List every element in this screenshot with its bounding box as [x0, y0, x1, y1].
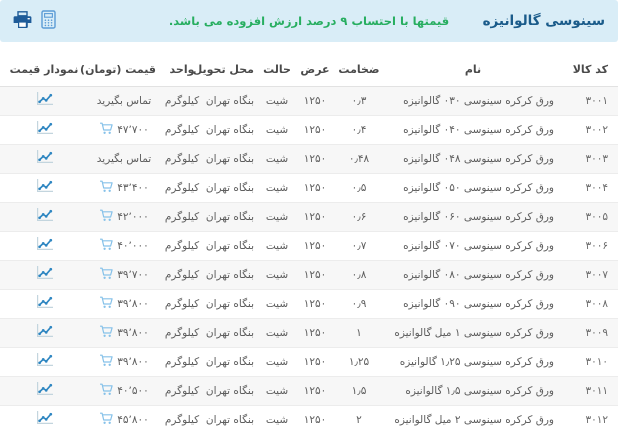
- width-value: ۱۲۵۰: [303, 384, 327, 397]
- thickness-value: ۰٫۷: [351, 239, 367, 252]
- price-value: ۴۳٬۴۰۰: [117, 181, 149, 194]
- price-chart-icon[interactable]: [36, 324, 53, 338]
- price-value: ۳۹٬۸۰۰: [117, 355, 149, 368]
- price-chart-icon[interactable]: [36, 121, 53, 135]
- product-name: ورق کرکره سینوسی ۰۸۰ گالوانیزه: [403, 268, 554, 281]
- delivery-value: بنگاه تهران: [205, 181, 254, 194]
- table-body: [0, 86, 618, 434]
- delivery-value: بنگاه تهران: [205, 384, 254, 397]
- price-cell: [88, 347, 160, 376]
- product-code: ۳۰۱۱: [585, 384, 608, 397]
- chart-cell: [0, 115, 88, 144]
- width-value: ۱۲۵۰: [303, 123, 327, 136]
- width-value: ۱۲۵۰: [303, 355, 327, 368]
- product-code: ۳۰۰۷: [585, 268, 608, 281]
- state-value: شیت: [265, 326, 289, 339]
- unit-value: کیلوگرم: [164, 94, 200, 107]
- unit-value: کیلوگرم: [164, 181, 200, 194]
- product-name: ورق کرکره سینوسی ۰۹۰ گالوانیزه: [403, 297, 554, 310]
- price-cell: [88, 231, 160, 260]
- table-row: [0, 347, 618, 376]
- delivery-value: بنگاه تهران: [205, 326, 254, 339]
- price-cell: [88, 144, 160, 173]
- chart-cell: [0, 405, 88, 434]
- delivery-value: بنگاه تهران: [205, 413, 254, 426]
- cart-icon[interactable]: [99, 383, 113, 399]
- delivery-value: بنگاه تهران: [205, 210, 254, 223]
- calculator-button[interactable]: [41, 10, 56, 32]
- table-row: [0, 231, 618, 260]
- price-cell: [88, 202, 160, 231]
- width-value: ۱۲۵۰: [303, 297, 327, 310]
- product-code: ۳۰۰۲: [585, 123, 608, 136]
- thickness-value: ۰٫۳: [351, 94, 367, 107]
- header-width: عرض: [296, 42, 334, 86]
- chart-cell: [0, 173, 88, 202]
- cart-icon[interactable]: [99, 238, 113, 254]
- product-name: ورق کرکره سینوسی ۰۵۰ گالوانیزه: [403, 181, 554, 194]
- price-value: تماس بگیرید: [96, 152, 152, 165]
- cart-icon[interactable]: [99, 267, 113, 283]
- state-value: شیت: [265, 297, 289, 310]
- header-unit: واحد: [160, 42, 204, 86]
- width-value: ۱۲۵۰: [303, 239, 327, 252]
- price-chart-icon[interactable]: [36, 353, 53, 367]
- chart-cell: [0, 289, 88, 318]
- width-value: ۱۲۵۰: [303, 210, 327, 223]
- width-value: ۱۲۵۰: [303, 152, 327, 165]
- thickness-value: ۱٫۲۵: [348, 355, 370, 368]
- price-cell: [88, 260, 160, 289]
- thickness-value: ۰٫۵: [351, 181, 367, 194]
- header-state: حالت: [258, 42, 296, 86]
- price-cell: [88, 173, 160, 202]
- table-row: [0, 173, 618, 202]
- price-value: ۴۲٬۰۰۰: [117, 210, 149, 223]
- product-name: ورق کرکره سینوسی ۱٫۵ گالوانیزه: [405, 384, 554, 397]
- product-name: ورق کرکره سینوسی ۲ میل گالوانیزه: [394, 413, 554, 426]
- price-chart-icon[interactable]: [36, 382, 53, 396]
- table-header-row: [0, 42, 618, 86]
- calculator-icon: [41, 10, 56, 32]
- state-value: شیت: [265, 181, 289, 194]
- price-chart-icon[interactable]: [36, 295, 53, 309]
- table-row: [0, 405, 618, 434]
- delivery-value: بنگاه تهران: [205, 239, 254, 252]
- unit-value: کیلوگرم: [164, 268, 200, 281]
- table-row: [0, 202, 618, 231]
- unit-value: کیلوگرم: [164, 413, 200, 426]
- product-name: ورق کرکره سینوسی ۰۶۰ گالوانیزه: [403, 210, 554, 223]
- chart-cell: [0, 86, 88, 115]
- chart-cell: [0, 318, 88, 347]
- unit-value: کیلوگرم: [164, 210, 200, 223]
- cart-icon[interactable]: [99, 122, 113, 138]
- price-value: ۴۷٬۷۰۰: [117, 123, 149, 136]
- table-row: [0, 144, 618, 173]
- cart-icon[interactable]: [99, 412, 113, 428]
- header-thickness: ضخامت: [334, 42, 384, 86]
- cart-icon[interactable]: [99, 296, 113, 312]
- table-row: [0, 289, 618, 318]
- chart-cell: [0, 144, 88, 173]
- product-name: ورق کرکره سینوسی ۱٫۲۵ گالوانیزه: [399, 355, 554, 368]
- price-value: ۳۹٬۸۰۰: [117, 326, 149, 339]
- price-value: تماس بگیرید: [96, 94, 152, 107]
- unit-value: کیلوگرم: [164, 384, 200, 397]
- product-name: ورق کرکره سینوسی ۱ میل گالوانیزه: [394, 326, 554, 339]
- thickness-value: ۰٫۶: [351, 210, 367, 223]
- state-value: شیت: [265, 384, 289, 397]
- price-chart-icon[interactable]: [36, 150, 53, 164]
- chart-cell: [0, 231, 88, 260]
- table-row: [0, 260, 618, 289]
- price-cell: [88, 405, 160, 434]
- cart-icon[interactable]: [99, 325, 113, 341]
- table-row: [0, 115, 618, 144]
- chart-cell: [0, 202, 88, 231]
- product-name: ورق کرکره سینوسی ۰۷۰ گالوانیزه: [403, 239, 554, 252]
- cart-icon[interactable]: [99, 209, 113, 225]
- delivery-value: بنگاه تهران: [205, 94, 254, 107]
- price-cell: [88, 289, 160, 318]
- cart-icon[interactable]: [99, 180, 113, 196]
- table-row: [0, 86, 618, 115]
- table-row: [0, 318, 618, 347]
- unit-value: کیلوگرم: [164, 123, 200, 136]
- chart-cell: [0, 376, 88, 405]
- topbar-actions: [13, 10, 56, 32]
- price-chart-icon[interactable]: [36, 266, 53, 280]
- header-code: کد کالا: [562, 42, 618, 86]
- product-code: ۳۰۰۶: [585, 239, 608, 252]
- width-value: ۱۲۵۰: [303, 181, 327, 194]
- price-cell: [88, 376, 160, 405]
- product-code: ۳۰۰۹: [585, 326, 608, 339]
- state-value: شیت: [265, 413, 289, 426]
- product-code: ۳۰۰۸: [585, 297, 608, 310]
- header-delivery: محل تحویل: [204, 42, 258, 86]
- header-price: قیمت (تومان): [88, 42, 160, 86]
- delivery-value: بنگاه تهران: [205, 123, 254, 136]
- width-value: ۱۲۵۰: [303, 94, 327, 107]
- price-cell: [88, 318, 160, 347]
- product-name: ورق کرکره سینوسی ۰۳۰ گالوانیزه: [403, 94, 554, 107]
- cart-icon[interactable]: [99, 354, 113, 370]
- state-value: شیت: [265, 210, 289, 223]
- chart-cell: [0, 260, 88, 289]
- product-name: ورق کرکره سینوسی ۰۴۸ گالوانیزه: [403, 152, 554, 165]
- price-table: [0, 42, 618, 434]
- price-cell: [88, 86, 160, 115]
- delivery-value: بنگاه تهران: [205, 297, 254, 310]
- product-code: ۳۰۰۵: [585, 210, 608, 223]
- state-value: شیت: [265, 123, 289, 136]
- delivery-value: بنگاه تهران: [205, 268, 254, 281]
- print-button[interactable]: [13, 11, 32, 32]
- price-value: ۴۵٬۸۰۰: [117, 413, 149, 426]
- product-code: ۳۰۱۰: [585, 355, 608, 368]
- unit-value: کیلوگرم: [164, 152, 200, 165]
- thickness-value: ۲: [356, 413, 362, 426]
- unit-value: کیلوگرم: [164, 297, 200, 310]
- price-cell: [88, 115, 160, 144]
- price-value: ۳۹٬۷۰۰: [117, 268, 149, 281]
- unit-value: کیلوگرم: [164, 326, 200, 339]
- delivery-value: بنگاه تهران: [205, 355, 254, 368]
- price-value: ۴۰٬۰۰۰: [117, 239, 149, 252]
- price-chart-icon[interactable]: [36, 237, 53, 251]
- unit-value: کیلوگرم: [164, 355, 200, 368]
- product-code: ۳۰۰۳: [585, 152, 608, 165]
- product-code: ۳۰۰۱: [585, 94, 608, 107]
- chart-cell: [0, 347, 88, 376]
- table-row: [0, 376, 618, 405]
- product-code: ۳۰۰۴: [585, 181, 608, 194]
- thickness-value: ۱٫۵: [351, 384, 367, 397]
- header-name: نام: [384, 42, 562, 86]
- product-code: ۳۰۱۲: [585, 413, 608, 426]
- width-value: ۱۲۵۰: [303, 413, 327, 426]
- table-header: [0, 42, 618, 86]
- unit-value: کیلوگرم: [164, 239, 200, 252]
- state-value: شیت: [265, 268, 289, 281]
- thickness-value: ۱: [356, 326, 362, 339]
- header-chart: نمودار قیمت: [0, 42, 88, 86]
- thickness-value: ۰٫۴: [351, 123, 367, 136]
- delivery-value: بنگاه تهران: [205, 152, 254, 165]
- state-value: شیت: [265, 152, 289, 165]
- price-chart-icon[interactable]: [36, 411, 53, 425]
- price-value: ۳۹٬۸۰۰: [117, 297, 149, 310]
- page-title: سینوسی گالوانیزه: [482, 13, 605, 29]
- state-value: شیت: [265, 239, 289, 252]
- price-chart-icon[interactable]: [36, 92, 53, 106]
- thickness-value: ۰٫۸: [351, 268, 367, 281]
- width-value: ۱۲۵۰: [303, 268, 327, 281]
- thickness-value: ۰٫۴۸: [348, 152, 370, 165]
- price-value: ۴۰٬۵۰۰: [117, 384, 149, 397]
- width-value: ۱۲۵۰: [303, 326, 327, 339]
- product-name: ورق کرکره سینوسی ۰۴۰ گالوانیزه: [403, 123, 554, 136]
- price-chart-icon[interactable]: [36, 179, 53, 193]
- price-chart-icon[interactable]: [36, 208, 53, 222]
- topbar: [0, 0, 618, 42]
- vat-notice: قیمتها با احتساب ۹ درصد ارزش افزوده می باشد.: [168, 14, 450, 28]
- state-value: شیت: [265, 94, 289, 107]
- thickness-value: ۰٫۹: [351, 297, 367, 310]
- printer-icon: [13, 11, 32, 32]
- state-value: شیت: [265, 355, 289, 368]
